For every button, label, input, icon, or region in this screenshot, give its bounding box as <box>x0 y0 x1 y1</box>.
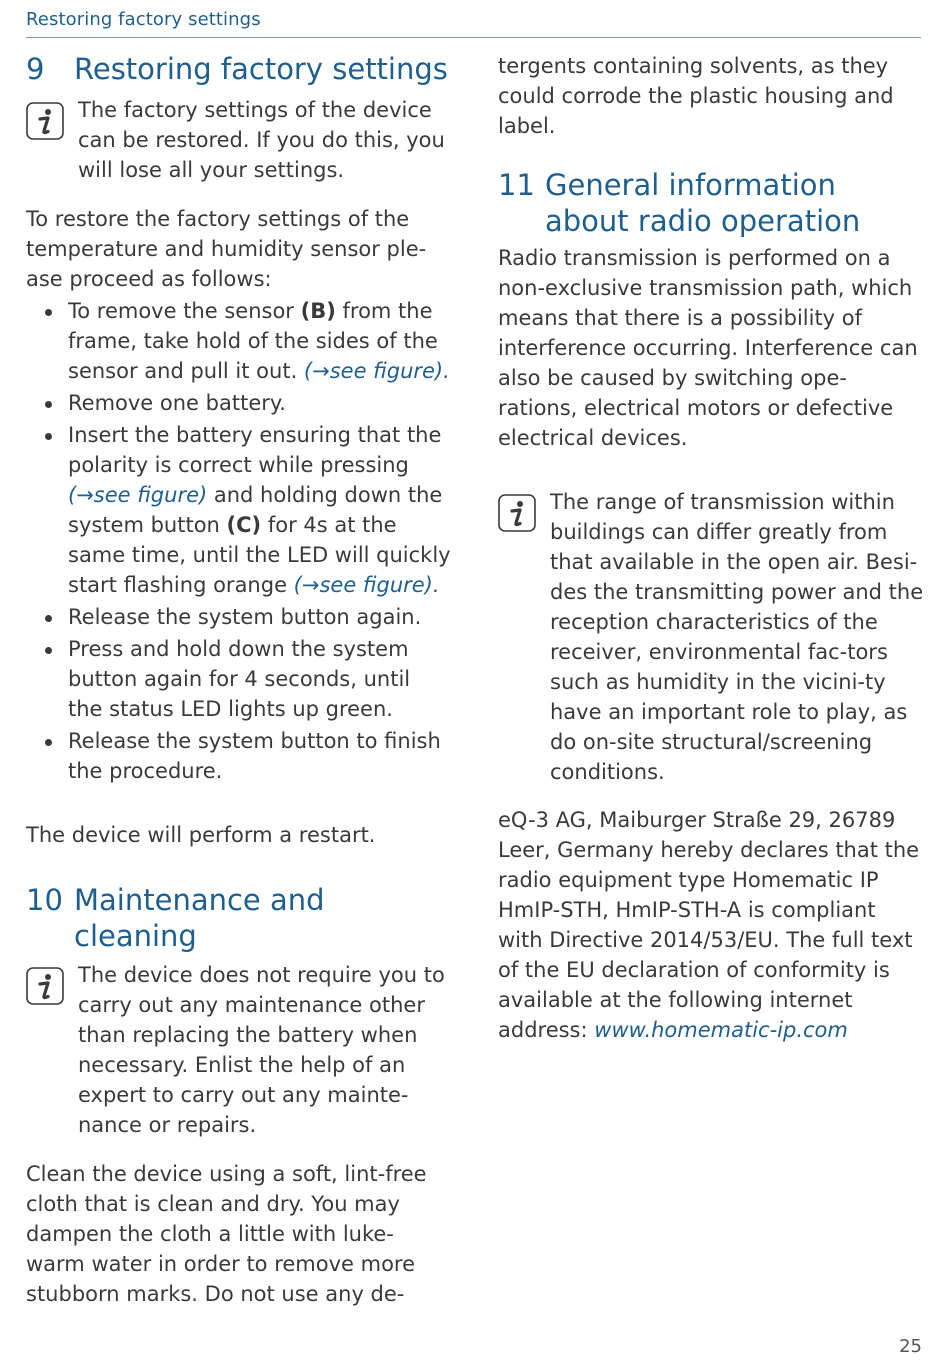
list-item <box>26 420 451 600</box>
section-10-body-continued: tergents containing solvents, as they could corrode the plastic housing and label. <box>498 54 894 138</box>
section-10-note-text: The device does not require you to carry out any maintenance other than replacing the battery when necessary. Enlist the help of an expert to carry out any mainte-nance or repairs. <box>78 963 445 1137</box>
step-text: . <box>432 573 440 597</box>
list-item <box>26 296 451 386</box>
section-11-note <box>498 487 926 787</box>
section-9-note <box>26 95 451 185</box>
declaration-of-conformity <box>498 805 926 1045</box>
step-text: from the frame, take hold of the sides of the sensor and pull it out. <box>68 299 438 383</box>
part-label-b: (B) <box>300 299 336 323</box>
section-11-title: General information about radio operation <box>545 168 861 238</box>
info-icon <box>498 494 536 532</box>
step-text: Press and hold down the system button again for 4 seconds, until the status LED lights up green. <box>68 637 411 721</box>
page-number: 25 <box>899 1336 922 1357</box>
step-text: Release the system button to finish the procedure. <box>68 729 441 783</box>
running-header: Restoring factory settings <box>26 9 261 30</box>
section-10-note <box>26 960 451 1140</box>
left-column <box>26 50 451 1309</box>
section-9-note-text: The factory settings of the device can be restored. If you do this, you will lose all your settings. <box>78 98 445 182</box>
section-9-intro: To restore the factory settings of the temperature and humidity sensor ple-ase proceed as follows: <box>26 207 427 291</box>
section-9-outro: The device will perform a restart. <box>26 823 376 847</box>
section-10-heading <box>26 882 451 954</box>
part-label-c: (C) <box>226 513 262 537</box>
figure-reference[interactable]: (→see figure) <box>303 359 444 383</box>
right-column <box>498 50 926 1045</box>
figure-reference[interactable]: (→see figure) <box>68 483 208 507</box>
info-icon <box>26 967 64 1005</box>
section-9-number: 9 <box>26 52 45 86</box>
step-text: and holding down the system button <box>68 483 443 537</box>
section-11-note-text: The range of transmission within buildings can differ greatly from that available in the open air. Besi-des the transmitting power and the reception characteristics of the receiver, environmental fac-tors such as humidity in the vicini-ty have an important role to play, as do on-site structural/screening conditions. <box>550 490 924 784</box>
info-icon <box>26 102 64 140</box>
section-9-steps <box>26 296 451 786</box>
declaration-text: eQ-3 AG, Maiburger Straße 29, 26789 Leer, Germany hereby declares that the radio equipment type Homematic IP HmIP-STH, HmIP-STH-A is compliant with Directive 2014/53/EU. The full text of the EU declaration of conformity is available at the following internet address: <box>498 808 920 1042</box>
section-11-number: 11 <box>498 168 535 202</box>
list-item <box>26 634 451 724</box>
section-9-heading <box>26 51 451 87</box>
step-text: Release the system button again. <box>68 605 422 629</box>
list-item <box>26 388 451 418</box>
section-10-body: Clean the device using a soft, lint-free cloth that is clean and dry. You may dampen the cloth a little with luke-warm water in order to remove more stubborn marks. Do not use any de- <box>26 1162 427 1306</box>
step-text: . <box>443 359 450 383</box>
step-text: To remove the sensor <box>68 299 301 323</box>
list-item <box>26 726 451 786</box>
figure-reference[interactable]: (→see figure) <box>293 573 433 597</box>
section-9-title: Restoring factory settings <box>74 52 448 86</box>
step-text: for 4s at the same time, until the LED will quickly start flashing orange <box>68 513 451 597</box>
list-item <box>26 602 451 632</box>
section-10-title: Maintenance and cleaning <box>74 883 325 953</box>
section-10-number: 10 <box>26 883 63 917</box>
step-text: Remove one battery. <box>68 391 286 415</box>
homematic-link[interactable]: www.homematic-ip.com <box>594 1018 848 1042</box>
section-11-heading <box>498 167 926 239</box>
section-11-body: Radio transmission is performed on a non-exclusive transmission path, which means that there is a possibility of interference occurring. Interference can also be caused by switching ope-rations, electrical motors or defective electrical devices. <box>498 246 918 450</box>
step-text: Insert the battery ensuring that the polarity is correct while pressing <box>68 423 442 477</box>
header-divider <box>26 37 921 38</box>
